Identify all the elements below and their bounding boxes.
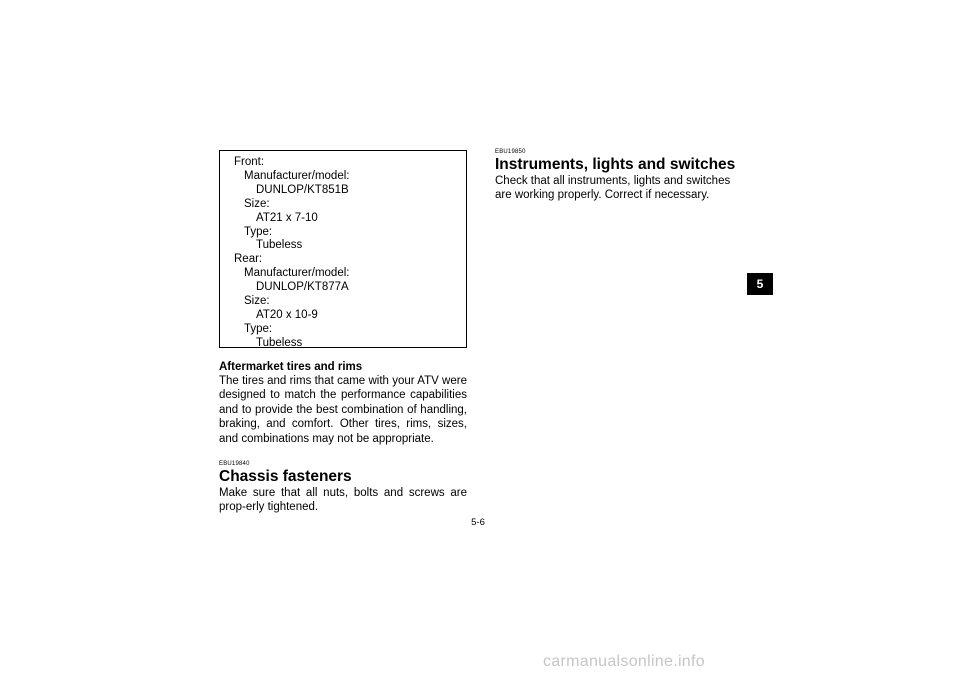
front-label: Front: <box>234 156 265 168</box>
rear-manufacturer-value: DUNLOP/KT877A <box>256 281 349 294</box>
left-column <box>219 360 467 515</box>
front-size-label: Size: <box>244 197 270 210</box>
page-number: 5-6 <box>471 517 485 528</box>
chapter-tab: 5 <box>747 273 773 295</box>
front-type-value: Tubeless <box>256 239 303 252</box>
rear-size-value: AT20 x 10-9 <box>256 308 318 321</box>
tire-spec-box <box>219 150 467 348</box>
rear-size-label: Size: <box>244 295 270 308</box>
watermark: carmanualsonline.info <box>543 653 705 670</box>
front-size-value: AT21 x 7-10 <box>256 211 318 224</box>
chassis-section-code: EBU19840 <box>219 461 250 468</box>
aftermarket-heading: Aftermarket tires and rims <box>219 361 363 373</box>
instruments-heading: Instruments, lights and switches <box>495 156 736 173</box>
rear-manufacturer-label: Manufacturer/model: <box>244 267 350 280</box>
front-manufacturer-value: DUNLOP/KT851B <box>256 183 349 196</box>
front-type-label: Type: <box>244 225 273 238</box>
front-manufacturer-label: Manufacturer/model: <box>244 169 350 182</box>
chassis-heading: Chassis fasteners <box>219 468 352 486</box>
chassis-body: Make sure that all nuts, bolts and screws are prop-erly tightened. <box>219 487 467 514</box>
instruments-body: Check that all instruments, lights and switches are working properly. Correct if necessary. <box>495 175 731 202</box>
aftermarket-body: The tires and rims that came with your ATV were designed to match the performance capabilities and to provide the best combination of handling, braking, and comfort. Other tires, rims, sizes, and combinations may not be appropriate. <box>219 375 467 445</box>
rear-label: Rear: <box>234 253 263 266</box>
instruments-section-code: EBU19850 <box>495 149 526 155</box>
right-column <box>495 148 745 203</box>
rear-type-label: Type: <box>244 322 273 335</box>
rear-type-value: Tubeless <box>256 336 303 349</box>
